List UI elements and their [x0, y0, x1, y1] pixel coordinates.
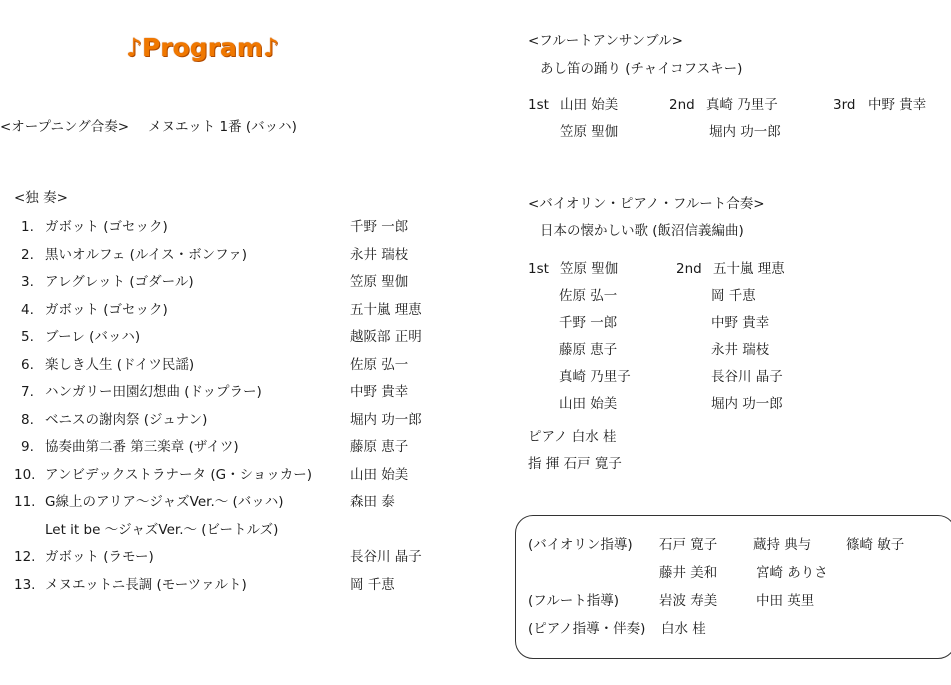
solo-item-number: 8. [21, 411, 34, 428]
conductor-credit: 指 揮 石戸 寛子 [528, 456, 622, 472]
solo-item-piece: ガボット (ラモー) [45, 549, 154, 565]
performer-name: 永井 瑞枝 [711, 342, 770, 358]
part-label: 2nd [669, 97, 695, 113]
solo-item-number: 5. [21, 329, 34, 345]
performer-name: 笠原 聖伽 [560, 261, 619, 277]
solo-item-piece: 協奏曲第二番 第三楽章 (ザイツ) [45, 439, 239, 455]
solo-item-performer: 山田 始美 [350, 466, 409, 483]
opening-label: <オープニング合奏> [0, 119, 130, 135]
solo-item-performer: 佐原 弘一 [350, 356, 409, 373]
instructor-name: 篠崎 敏子 [846, 537, 905, 553]
instructor-name: 蔵持 典与 [753, 537, 812, 553]
solo-item-performer: 岡 千恵 [350, 576, 395, 593]
performer-name: 中野 貴幸 [711, 315, 770, 331]
solo-item-number: 13. [14, 576, 36, 593]
solo-item-number: 12. [14, 549, 36, 565]
solo-item-piece: 楽しき人生 (ドイツ民謡) [45, 356, 195, 373]
solo-item-performer: 藤原 恵子 [350, 439, 409, 455]
music-note-icon: ♪ [126, 33, 142, 62]
performer-name: 真崎 乃里子 [559, 369, 631, 385]
solo-item-piece: ガボット (ゴセック) [45, 301, 168, 318]
solo-item-number: 10. [14, 466, 36, 483]
solo-item-performer: 千野 一郎 [350, 219, 409, 235]
solo-item-number: 9. [21, 439, 34, 455]
instructor-name: 宮崎 ありさ [756, 565, 828, 581]
performer-name: 山田 始美 [560, 97, 619, 113]
solo-item-piece: アンビデックストラナータ (G・ショッカー) [45, 466, 313, 483]
solo-item-number: 4. [21, 301, 34, 318]
instructor-name: 藤井 美和 [659, 565, 718, 581]
solo-item-performer: 長谷川 晶子 [350, 549, 422, 565]
part-label: 2nd [676, 261, 702, 277]
performer-name: 長谷川 晶子 [711, 369, 783, 385]
piano-credit: ピアノ 白水 桂 [528, 429, 617, 445]
solo-item-number: 2. [21, 246, 34, 263]
instructor-name: 中田 英里 [756, 593, 815, 609]
instructor-name: 石戸 寛子 [659, 537, 718, 553]
solo-item-performer: 堀内 功一郎 [350, 411, 422, 428]
flute-instructor-label: (フルート指導) [528, 593, 619, 609]
solo-item-piece: ブーレ (バッハ) [45, 329, 141, 345]
performer-name: 佐原 弘一 [559, 288, 618, 304]
instructor-name: 岩波 寿美 [659, 593, 718, 609]
solo-item-number: 11. [14, 494, 36, 510]
performer-name: 岡 千恵 [711, 288, 756, 304]
opening-piece: メヌエット 1番 (バッハ) [148, 119, 297, 135]
trio-ensemble-header: <バイオリン・ピアノ・フルート合奏> [528, 196, 765, 212]
solo-item-piece: メヌエットニ長調 (モーツァルト) [45, 576, 247, 593]
flute-ensemble-header: <フルートアンサンブル> [528, 33, 683, 49]
part-label: 1st [528, 261, 549, 277]
piano-instructor-label: (ピアノ指導・伴奏) [528, 621, 646, 637]
performer-name: 堀内 功一郎 [711, 396, 783, 412]
solo-item-performer: 永井 瑞枝 [350, 246, 409, 263]
flute-ensemble-piece: あし笛の踊り (チャイコフスキー) [540, 61, 743, 77]
solo-item-performer: 中野 貴幸 [350, 384, 409, 400]
solo-item-piece: Let it be ～ジャズVer.～ (ビートルズ) [45, 521, 279, 538]
solo-item-piece: ベニスの謝肉祭 (ジュナン) [45, 411, 208, 428]
solo-item-piece: ハンガリー田園幻想曲 (ドップラー) [45, 384, 262, 400]
performer-name: 藤原 恵子 [559, 342, 618, 358]
music-note-icon: ♪ [262, 33, 279, 62]
page-title-text: Program [141, 33, 263, 62]
solo-item-performer: 笠原 聖伽 [350, 274, 409, 290]
performer-name: 堀内 功一郎 [709, 124, 781, 140]
part-label: 3rd [833, 97, 856, 113]
solo-item-performer: 五十嵐 理恵 [350, 301, 422, 318]
solo-item-number: 6. [21, 356, 34, 373]
solo-header: <独 奏> [14, 190, 68, 206]
performer-name: 中野 貴幸 [868, 97, 927, 113]
solo-item-piece: G線上のアリア～ジャズVer.～ (バッハ) [45, 494, 284, 510]
solo-item-piece: 黒いオルフェ (ルイス・ボンファ) [45, 246, 248, 263]
performer-name: 笠原 聖伽 [560, 124, 619, 140]
solo-item-piece: ガボット (ゴセック) [45, 219, 168, 235]
solo-item-number: 3. [21, 274, 34, 290]
solo-item-piece: アレグレット (ゴダール) [45, 274, 194, 290]
performer-name: 千野 一郎 [559, 315, 618, 331]
page-title [126, 32, 279, 64]
trio-ensemble-piece: 日本の懐かしい歌 (飯沼信義編曲) [540, 223, 744, 239]
solo-item-performer: 森田 泰 [350, 494, 395, 510]
performer-name: 真崎 乃里子 [706, 97, 778, 113]
solo-item-performer: 越阪部 正明 [350, 329, 422, 345]
solo-item-number: 7. [21, 384, 34, 400]
performer-name: 五十嵐 理恵 [713, 261, 785, 277]
performer-name: 山田 始美 [559, 396, 618, 412]
part-label: 1st [528, 97, 549, 113]
instructor-name: 白水 桂 [661, 621, 706, 637]
solo-item-number: 1. [21, 219, 34, 235]
violin-instructor-label: (バイオリン指導) [528, 537, 633, 553]
